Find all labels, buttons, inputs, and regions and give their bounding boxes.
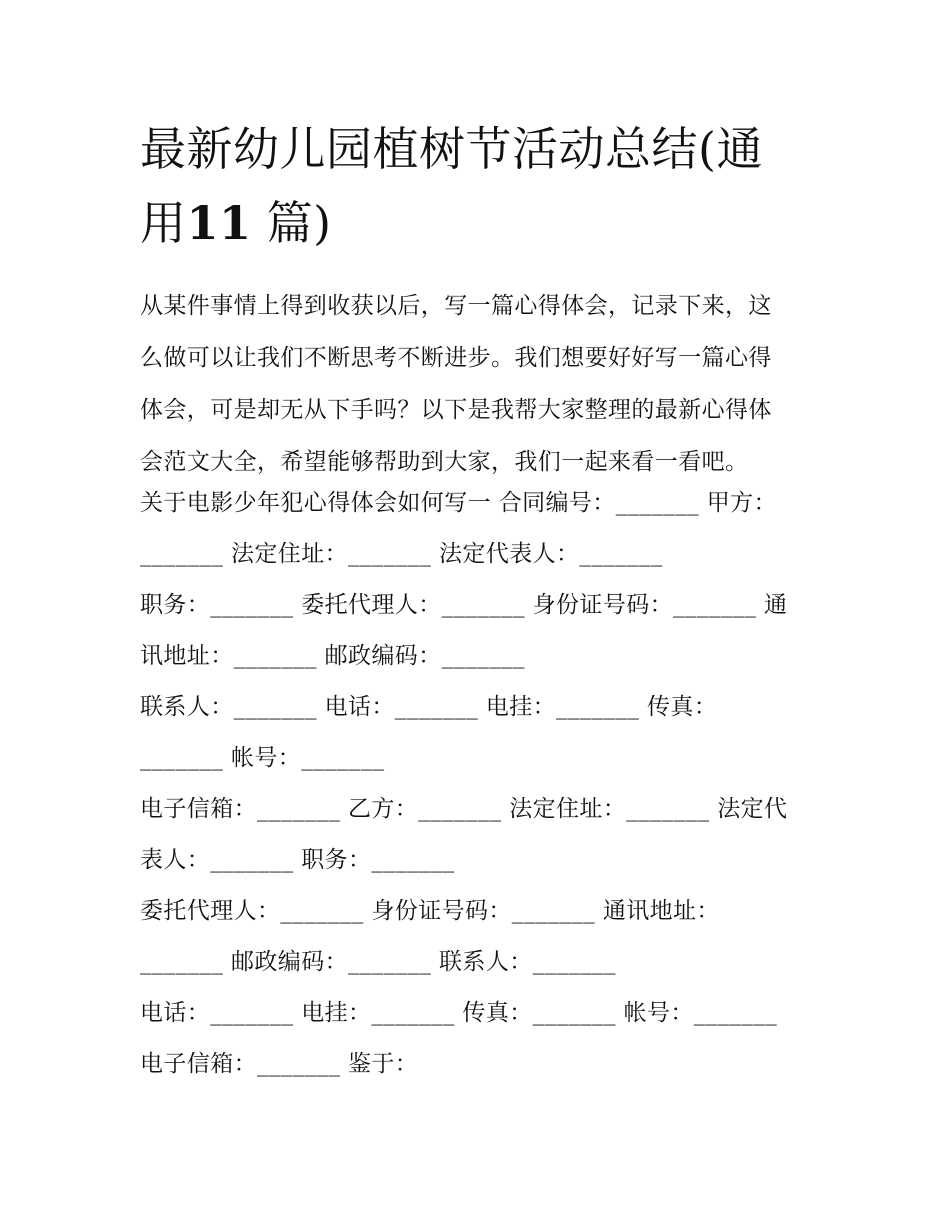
contract-line: 电子信箱：_______ 乙方：_______ 法定住址：_______ 法定代	[140, 796, 788, 822]
contract-line: 表人：_______ 职务：_______	[140, 847, 455, 873]
document-title	[140, 112, 830, 260]
title-line-1: 最新幼儿园植树节活动总结(通	[140, 122, 763, 176]
contract-line: 职务：_______ 委托代理人：_______ 身份证号码：_______ 通	[140, 592, 788, 618]
title-line-2-suffix: 篇)	[266, 196, 332, 250]
contract-line: _______ 邮政编码：_______ 联系人：_______	[140, 949, 616, 975]
contract-line: 电话：_______ 电挂：_______ 传真：_______ 帐号：_______	[140, 1000, 778, 1026]
contract-line: 委托代理人：_______ 身份证号码：_______ 通讯地址：	[140, 898, 720, 924]
intro-paragraph	[140, 280, 830, 488]
contract-line: _______ 法定住址：_______ 法定代表人：_______	[140, 541, 663, 567]
contract-form-text	[140, 478, 830, 1090]
contract-line: 关于电影少年犯心得体会如何写一 合同编号：_______ 甲方：	[140, 490, 777, 516]
title-line-2-prefix: 用	[140, 196, 187, 250]
contract-line: 联系人：_______ 电话：_______ 电挂：_______ 传真：	[140, 694, 718, 720]
contract-line: _______ 帐号：_______	[140, 745, 385, 771]
contract-line: 电子信箱：_______ 鉴于：	[140, 1051, 419, 1077]
title-number: 11	[186, 196, 252, 250]
intro-line: 从某件事情上得到收获以后，写一篇心得体会，记录下来，这	[140, 293, 772, 319]
intro-line: 么做可以让我们不断思考不断进步。我们想要好好写一篇心得	[140, 345, 772, 371]
contract-line: 讯地址：_______ 邮政编码：_______	[140, 643, 525, 669]
intro-line: 体会，可是却无从下手吗？以下是我帮大家整理的最新心得体	[140, 397, 772, 423]
intro-line: 会范文大全，希望能够帮助到大家，我们一起来看一看吧。	[140, 449, 749, 475]
